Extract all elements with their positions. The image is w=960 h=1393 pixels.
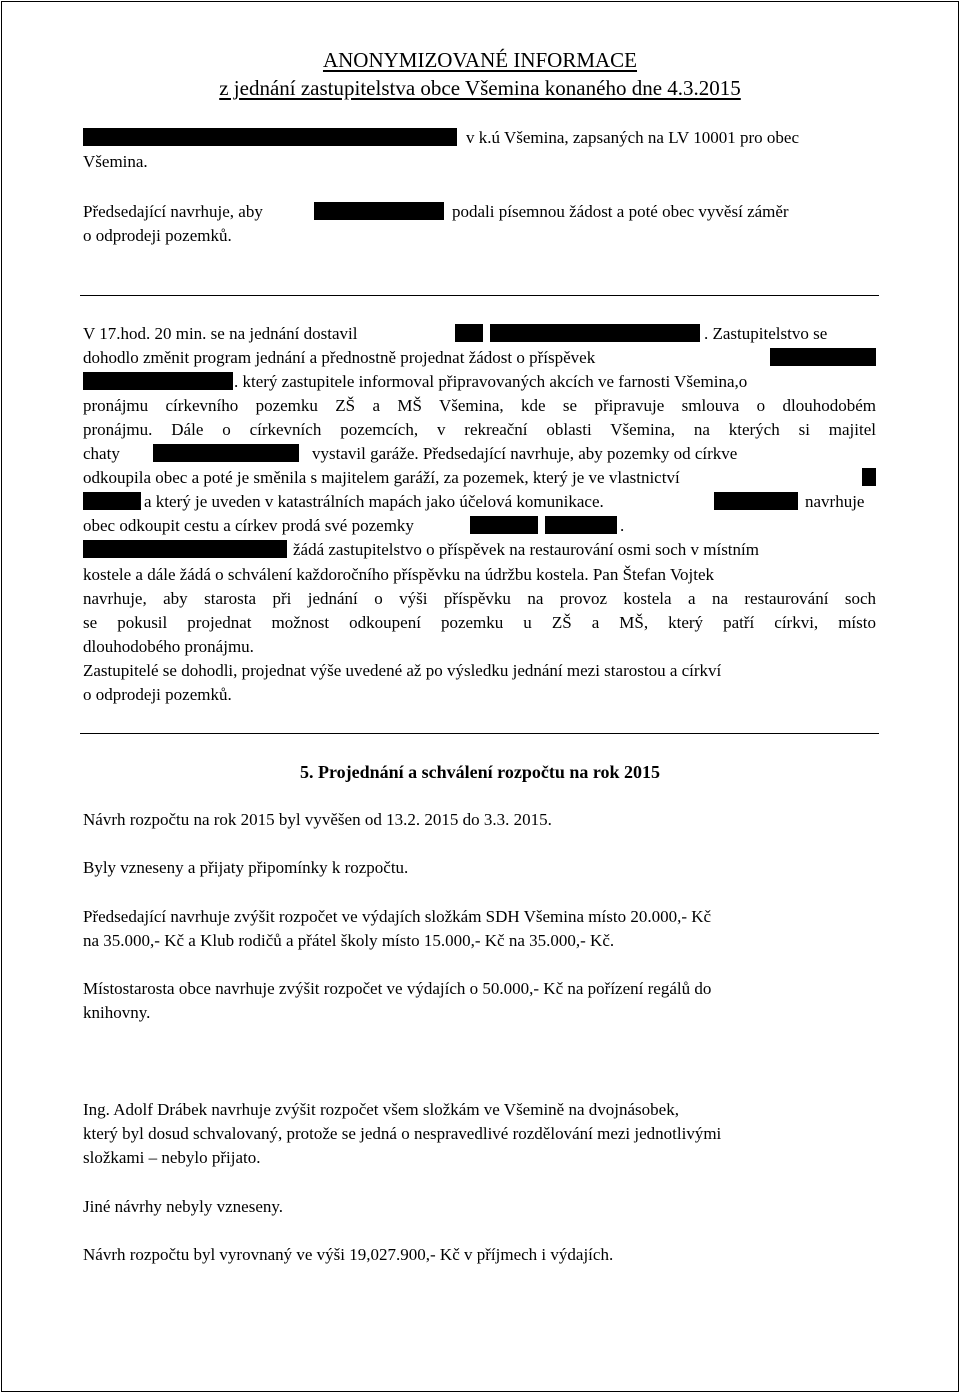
- church-line-11: kostele a dále žádá o schválení každoročního příspěvku na údržbu kostela. Pan Štefan Vojtek: [83, 565, 715, 584]
- church-line-15: Zastupitelé se dohodli, projednat výše uvedené až po výsledku jednání mezi starostou a církví: [83, 661, 722, 680]
- church-line-12: navrhuje, aby starosta při jednání o výši příspěvku na provoz kostela a na restaurování soch: [83, 589, 876, 608]
- church-line-8-redaction: [83, 490, 141, 514]
- church-line-3: . který zastupitele informoval připravovaných akcích ve farnosti Všemina,o: [234, 372, 748, 391]
- redaction: [545, 516, 617, 534]
- church-line-9-redaction: [470, 514, 617, 538]
- intro-line-3-right: podali písemnou žádost a poté obec vyvěsí záměr: [452, 202, 789, 221]
- church-line-1-redaction: [455, 322, 700, 346]
- church-line-1a: V 17.hod. 20 min. se na jednání dostavil: [83, 324, 358, 343]
- section-divider: [80, 295, 879, 296]
- redaction: [83, 540, 287, 558]
- budget-heading: 5. Projednání a schválení rozpočtu na rok 2015: [299, 762, 661, 782]
- budget-p4a: Místostarosta obce navrhuje zvýšit rozpočet ve výdajích o 50.000,- Kč na pořízení regálů do: [83, 979, 712, 998]
- church-line-16: o odprodeji pozemků.: [83, 685, 232, 704]
- redaction: [83, 492, 141, 510]
- church-line-7-redaction: [862, 466, 876, 490]
- intro-line-2: Všemina.: [83, 152, 148, 171]
- church-line-10: žádá zastupitelstvo o příspěvek na restaurování osmi soch v místním: [293, 540, 759, 559]
- document-title: ANONYMIZOVANÉ INFORMACE: [322, 48, 638, 72]
- budget-p5b: který byl dosud schvalovaný, protože se jedná o nespravedlivé rozdělování mezi jednotlivými: [83, 1124, 722, 1143]
- church-line-10-redaction: [83, 538, 287, 562]
- redaction: [770, 348, 876, 366]
- redaction: [862, 468, 876, 486]
- budget-p3b: na 35.000,- Kč a Klub rodičů a přátel školy místo 15.000,- Kč na 35.000,- Kč.: [83, 931, 615, 950]
- church-line-2: dohodlo změnit program jednání a přednostně projednat žádost o příspěvek: [83, 348, 596, 367]
- section-divider: [80, 733, 879, 734]
- budget-p5c: složkami – nebylo přijato.: [83, 1148, 261, 1167]
- redaction: [470, 516, 538, 534]
- church-line-6a: chaty: [83, 444, 120, 463]
- church-line-5: pronájmu. Dále o církevních pozemcích, v rekreační oblasti Všemina, na kterých si majitel: [83, 420, 876, 439]
- document-subtitle: z jednání zastupitelstva obce Všemina konaného dne 4.3.2015: [219, 76, 741, 100]
- church-line-6b: vystavil garáže. Předsedající navrhuje, aby pozemky od církve: [312, 444, 738, 463]
- church-line-14: dlouhodobého pronájmu.: [83, 637, 254, 656]
- church-line-9: obec odkoupit cestu a církev prodá své pozemky: [83, 516, 414, 535]
- church-line-7: odkoupila obec a poté je směnila s majitelem garáží, za pozemek, který je ve vlastnictví: [83, 468, 680, 487]
- budget-p6: Jiné návrhy nebyly vzneseny.: [83, 1197, 284, 1216]
- church-line-8-redaction-2: [714, 490, 798, 514]
- church-line-8: a který je uveden v katastrálních mapách jako účelová komunikace.: [144, 492, 604, 511]
- budget-p1: Návrh rozpočtu na rok 2015 byl vyvěšen od 13.2. 2015 do 3.3. 2015.: [83, 810, 552, 829]
- redaction: [83, 372, 233, 390]
- church-line-3-redaction: [83, 370, 233, 394]
- redaction: [83, 128, 457, 146]
- redaction: [314, 202, 444, 220]
- church-line-1b: . Zastupitelstvo se: [704, 324, 828, 343]
- intro-line-3-redaction: [314, 200, 444, 224]
- redaction: [455, 324, 483, 342]
- church-line-2-redaction: [770, 346, 876, 370]
- intro-line-3-left: Předsedající navrhuje, aby: [83, 202, 263, 221]
- intro-line-1-text: v k.ú Všemina, zapsaných na LV 10001 pro obec: [466, 128, 800, 147]
- church-line-13: se pokusil projednat možnost odkoupení pozemku u ZŠ a MŠ, který patří církvi, místo: [83, 613, 876, 632]
- budget-p3a: Předsedající navrhuje zvýšit rozpočet ve výdajích složkám SDH Všemina místo 20.000,- Kč: [83, 907, 712, 926]
- budget-p7: Návrh rozpočtu byl vyrovnaný ve výši 19,027.900,- Kč v příjmech i výdajích.: [83, 1245, 614, 1264]
- redaction: [490, 324, 700, 342]
- church-line-6-redaction: [153, 442, 299, 466]
- budget-p4b: knihovny.: [83, 1003, 151, 1022]
- church-line-4: pronájmu církevního pozemku ZŠ a MŠ Všemina, kde se připravuje smlouva o dlouhodobém: [83, 396, 876, 415]
- church-line-8b: navrhuje: [805, 492, 865, 511]
- intro-line-4: o odprodeji pozemků.: [83, 226, 232, 245]
- budget-p2: Byly vzneseny a přijaty připomínky k rozpočtu.: [83, 858, 409, 877]
- intro-line-1: [83, 126, 457, 150]
- redaction: [153, 444, 299, 462]
- church-line-9b: .: [620, 516, 625, 535]
- budget-p5a: Ing. Adolf Drábek navrhuje zvýšit rozpočet všem složkám ve Všemině na dvojnásobek,: [83, 1100, 679, 1119]
- redaction: [714, 492, 798, 510]
